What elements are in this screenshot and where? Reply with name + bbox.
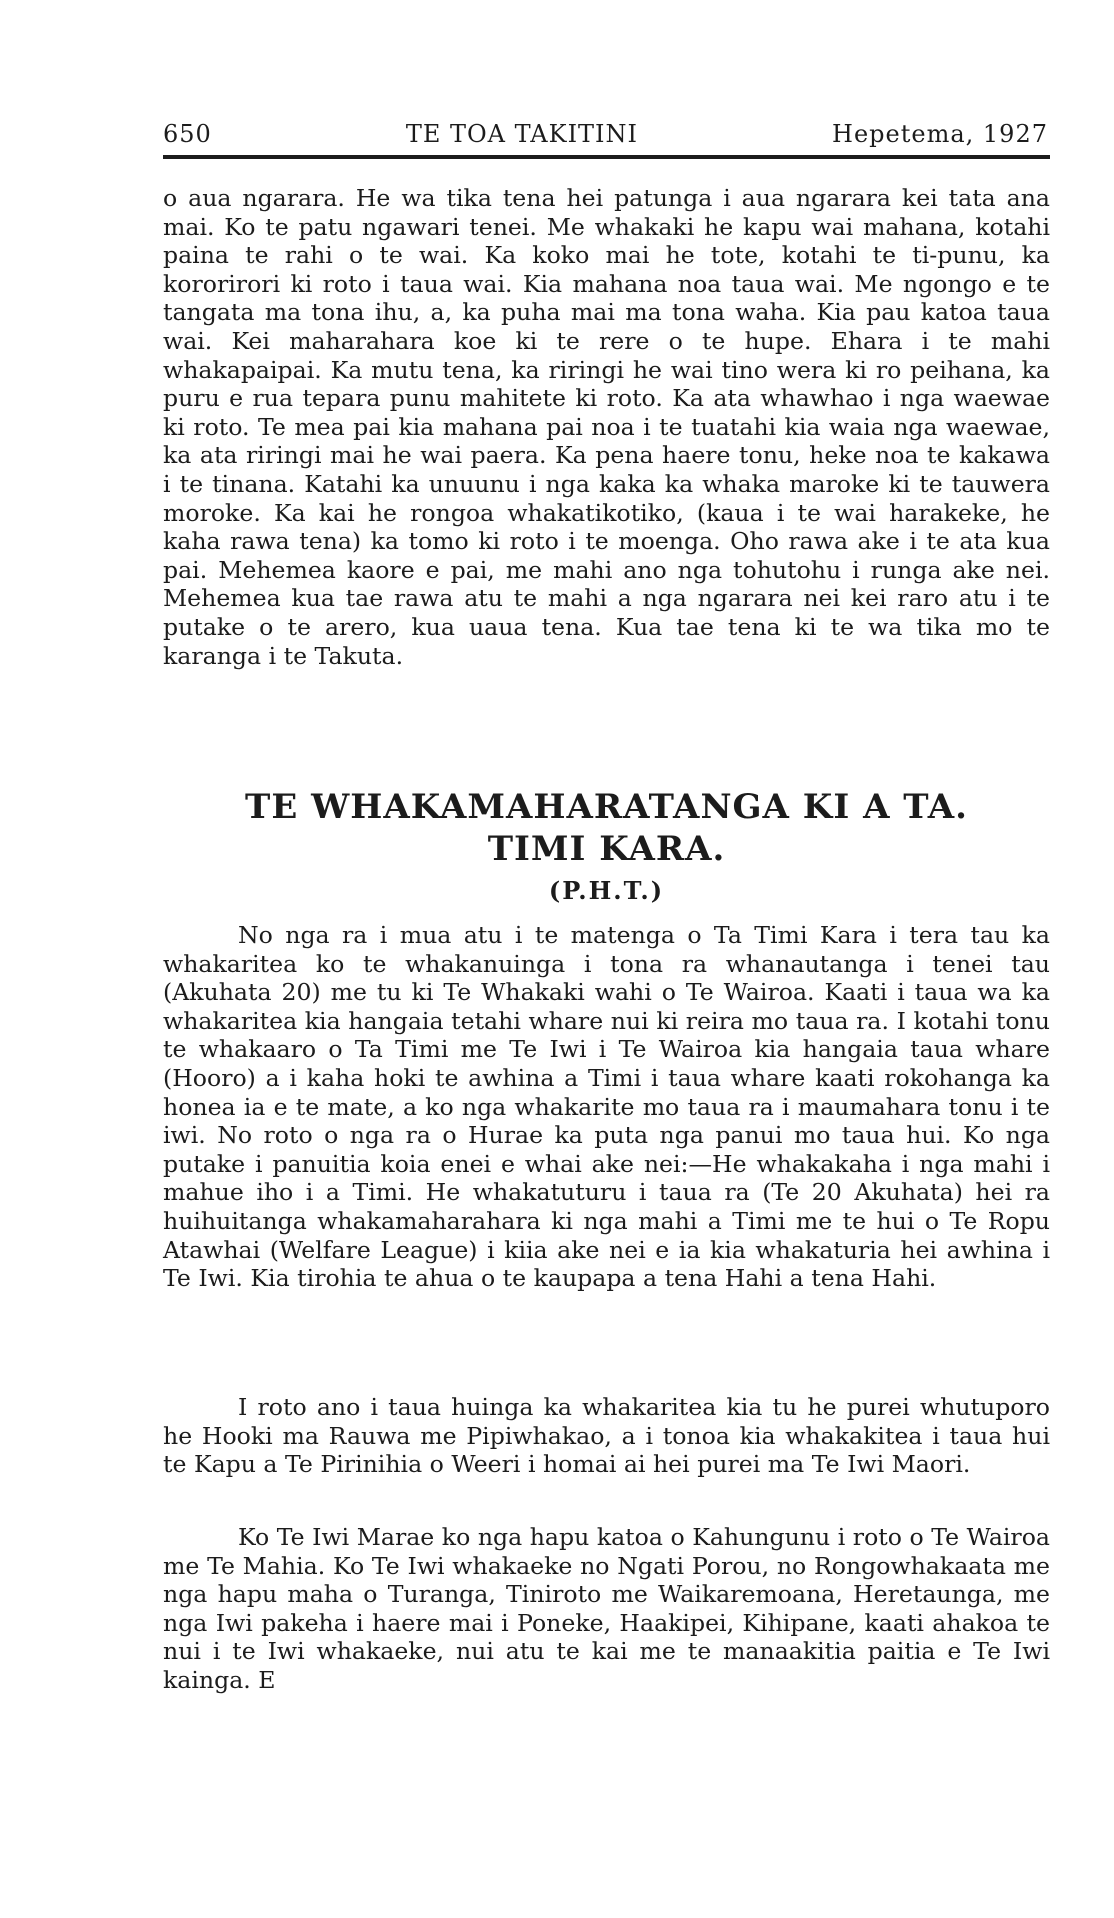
running-header	[163, 120, 1048, 148]
journal-title: TE TOA TAKITINI	[405, 120, 639, 148]
continued-article-text	[163, 184, 1050, 670]
page-number: 650	[163, 120, 212, 148]
article-body-paragraph-2	[163, 1393, 1050, 1479]
article-title-line-2: TIMI KARA.	[487, 829, 726, 869]
paragraph: I roto ano i taua huinga ka whakaritea kia tu he purei whutuporo he Hooki ma Rauwa me Pipiwhakao, a i tonoa kia whakakitea i taua hui te Kapu a Te Pirinihia o Weeri i homai ai hei purei ma Te Iwi Maori.	[163, 1393, 1050, 1479]
paragraph: No nga ra i mua atu i te matenga o Ta Timi Kara i tera tau ka whakaritea ko te whakanuinga i tona ra whanautanga i tenei tau (Akuhata 20) me tu ki Te Whakaki wahi o Te Wairoa. Kaati i taua wa ka whakaritea kia hangaia tetahi whare nui ki reira mo taua ra. I kotahi tonu te whakaaro o Ta Timi me Te Iwi i Te Wairoa kia hangaia taua whare (Hooro) a i kaha hoki te awhina a Timi i taua whare kaati rokohanga ka honea ia e te mate, a ko nga whakarite mo taua ra i maumahara tonu i te iwi. No roto o nga ra o Hurae ka puta nga panui mo taua hui. Ko nga putake i panuitia koia enei e whai ake nei:—He whakakaha i nga mahi i mahue iho i a Timi. He whakatuturu i taua ra (Te 20 Akuhata) hei ra huihuitanga whakamaharahara ki nga mahi a Timi me te hui o Te Ropu Atawhai (Welfare League) i kiia ake nei e ia kia whakaturia hei awhina i Te Iwi. Kia tirohia te ahua o te kaupapa a tena Hahi a tena Hahi.	[163, 921, 1050, 1293]
article-body-paragraph-1	[163, 921, 1050, 1293]
issue-date: Hepetema, 1927	[832, 120, 1048, 148]
paragraph: o aua ngarara. He wa tika tena hei patunga i aua ngarara kei tata ana mai. Ko te patu ngawari tenei. Me whakaki he kapu wai mahana, kotahi paina te rahi o te wai. Ka koko mai he tote, kotahi te ti-punu, ka kororirori ki roto i taua wai. Kia mahana noa taua wai. Me ngongo e te tangata ma tona ihu, a, ka puha mai ma tona waha. Kia pau katoa taua wai. Kei maharahara koe ki te rere o te hupe. Ehara i te mahi whakapaipai. Ka mutu tena, ka riringi he wai tino wera ki ro peihana, ka puru e rua tepara punu mahitete ki roto. Ka ata whawhao i nga waewae ki roto. Te mea pai kia mahana pai noa i te tuatahi kia waia nga waewae, ka ata riringi mai he wai paera. Ka pena haere tonu, heke noa te kakawa i te tinana. Katahi ka unuunu i nga kaka ka whaka maroke ki te tauwera moroke. Ka kai he rongoa whakatikotiko, (kaua i te wai harakeke, he kaha rawa tena) ka tomo ki roto i te moenga. Oho rawa ake i te ata kua pai. Mehemea kaore e pai, me mahi ano nga tohutohu i runga ake nei. Mehemea kua tae rawa atu te mahi a nga ngarara nei kei raro atu i te putake o te arero, kua uaua tena. Kua tae tena ki te wa tika mo te karanga i te Takuta.	[163, 184, 1050, 670]
header-rule	[163, 155, 1050, 159]
article-title-line-1: TE WHAKAMAHARATANGA KI A TA.	[245, 787, 968, 827]
article-body-paragraph-3	[163, 1523, 1050, 1695]
paragraph: Ko Te Iwi Marae ko nga hapu katoa o Kahungunu i roto o Te Wairoa me Te Mahia. Ko Te Iwi whakaeke no Ngati Porou, no Rongowhakaata me nga hapu maha o Turanga, Tiniroto me Waikaremoana, Heretaunga, me nga Iwi pakeha i haere mai i Poneke, Haakipei, Kihipane, kaati ahakoa te nui i te Iwi whakaeke, nui atu te kai me te manaakitia paitia e Te Iwi kainga. E	[163, 1523, 1050, 1694]
article-author: (P.H.T.)	[548, 876, 665, 905]
